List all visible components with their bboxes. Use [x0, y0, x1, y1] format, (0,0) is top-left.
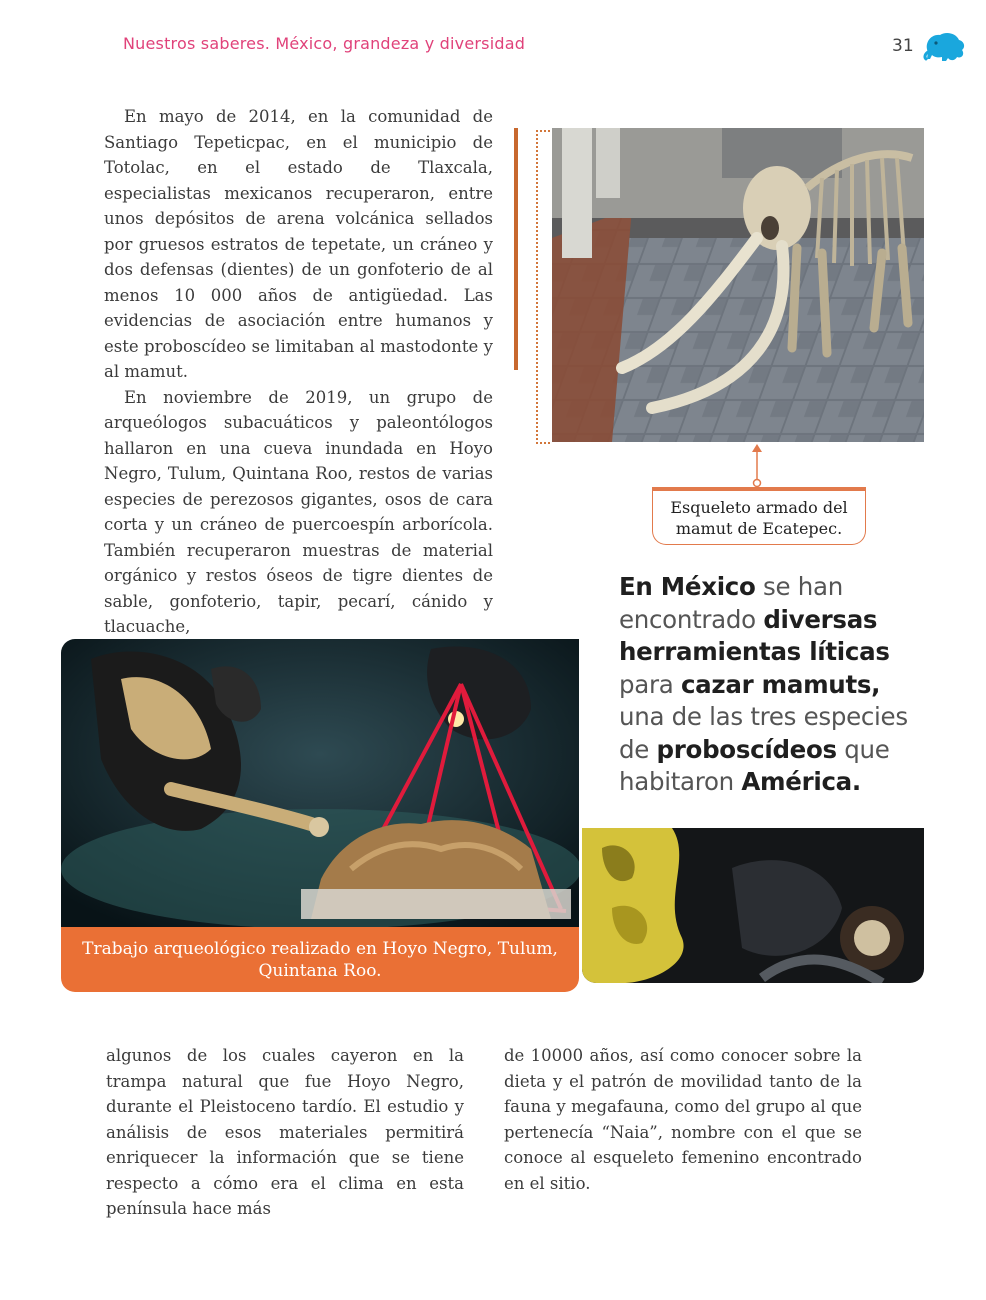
hoyo-negro-photo-caption: Trabajo arqueológico realizado en Hoyo Negro, Tulum, Quintana Roo. [61, 927, 579, 992]
photo-accent-bar [514, 128, 518, 370]
running-head: Nuestros saberes. México, grandeza y diversidad [123, 34, 526, 53]
paragraph-tlaxcala: En mayo de 2014, en la comunidad de Santiago Tepeticpac, en el municipio de Totolac, en el estado de Tlaxcala, especialistas mexicanos recuperaron, entre unos depósitos de arena volcánica sellados por gruesos estratos de tepetate, un cráneo y dos defensas (dientes) de un gonfoterio de al menos 10 000 años de antigüedad. Las evidencias de asociación entre humanos y este proboscídeo se limitaban al mastodonte y al mamut. [104, 107, 493, 381]
body-column-top [104, 104, 493, 640]
elephant-mascot-icon [922, 30, 966, 64]
paragraph-hoyo-negro: En noviembre de 2019, un grupo de arqueólogos subacuáticos y paleontólogos hallaron en una cueva inundada en Hoyo Negro, Tulum, Quintana Roo, restos de varias especies de perezosos gigantes, osos de cara corta y un cráneo de puercoespín arborícola. También recuperaron muestras de material orgánico y restos óseos de tigre dientes de sable, gonfoterio, tapir, pecarí, cánido y tlacuache, [104, 387, 493, 636]
cave-diver-photo [582, 828, 924, 983]
pull-quote: En México se han encontrado diversas herramientas líticas para cazar mamuts, una de las tres especies de proboscídeos que habitaron América. [619, 572, 908, 796]
body-column-bottom-left [106, 1043, 464, 1222]
body-column-bottom-right [504, 1043, 862, 1196]
paragraph-continuation-left: algunos de los cuales cayeron en la trampa natural que fue Hoyo Negro, durante el Pleistoceno tardío. El estudio y análisis de esos materiales permitirá enriquecer la información que se tiene respecto a cómo era el clima en esta península hace más [106, 1046, 464, 1218]
caption-pointer [750, 442, 764, 488]
mammoth-skeleton-photo [552, 128, 924, 442]
paragraph-continuation-right: de 10000 años, así como conocer sobre la dieta y el patrón de movilidad tanto de la fauna y megafauna, como del grupo al que pertenecía “Naia”, nombre con el que se conoce al esqueleto femenino encontrado en el sitio. [504, 1046, 862, 1193]
photo-dotted-bracket [536, 130, 550, 444]
page-number: 31 [892, 36, 914, 56]
hoyo-negro-divers-photo [61, 639, 579, 927]
mammoth-photo-caption: Esqueleto armado del mamut de Ecatepec. [652, 487, 866, 545]
